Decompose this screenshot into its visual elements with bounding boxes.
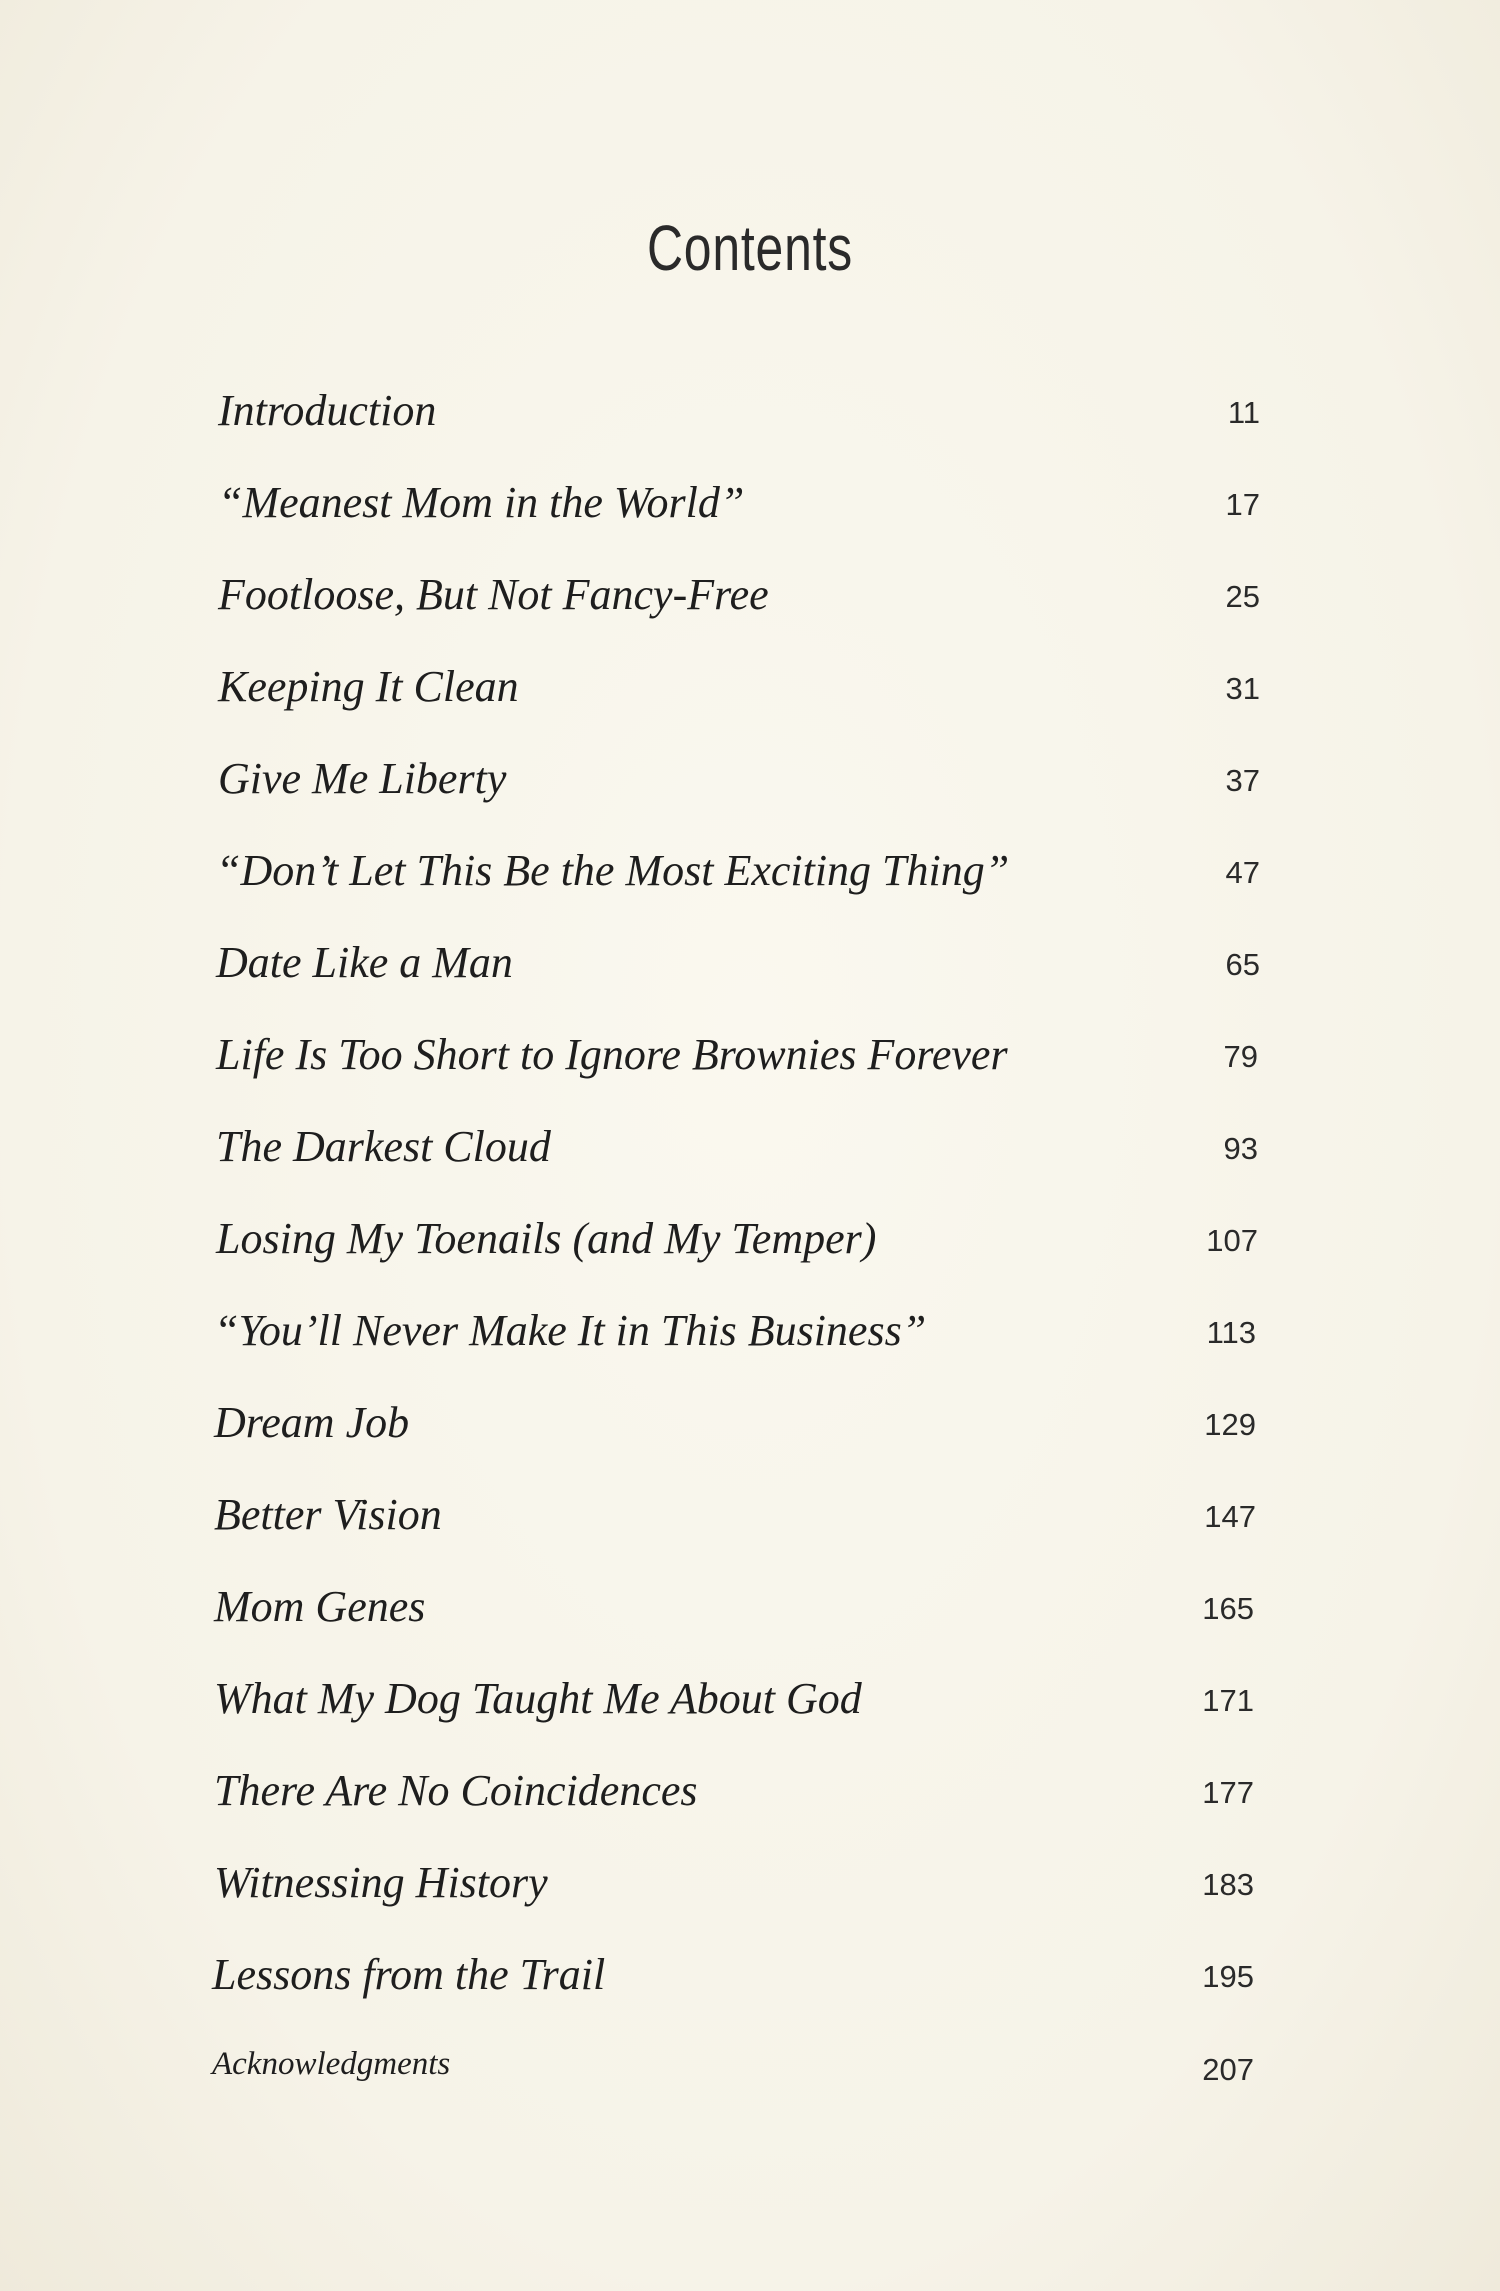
toc-entry-title: What My Dog Taught Me About God [214,1674,862,1723]
toc-entry-title: Introduction [218,386,437,435]
toc-entry-page: 65 [1225,947,1260,982]
toc-entry-title: Give Me Liberty [218,754,507,803]
toc-entry-introduction [0,385,1500,455]
toc-entry-page: 107 [1206,1223,1258,1258]
toc-entry-page: 147 [1204,1499,1256,1534]
toc-entry-better-vision [0,1489,1500,1559]
toc-entry-title: The Darkest Cloud [216,1122,551,1171]
toc-entry-footloose [0,569,1500,639]
toc-entry-keeping-it-clean [0,661,1500,731]
toc-entry-title: “You’ll Never Make It in This Business” [214,1306,927,1355]
toc-entry-title: Date Like a Man [216,938,513,987]
toc-entry-page: 11 [1227,395,1260,430]
toc-entry-page: 113 [1206,1315,1256,1350]
toc-entry-date-like-a-man [0,937,1500,1007]
toc-entry-title: Losing My Toenails (and My Temper) [216,1214,877,1263]
toc-entry-page: 25 [1225,579,1260,614]
toc-entry-title: Lessons from the Trail [212,1950,606,1999]
toc-entry-title: Keeping It Clean [218,662,519,711]
toc-entry-darkest-cloud [0,1121,1500,1191]
toc-entry-lessons-from-the-trail [0,1949,1500,2019]
toc-entry-page: 195 [1202,1959,1254,1994]
toc-entry-title: Better Vision [214,1490,442,1539]
toc-entry-acknowledgments [0,2046,1500,2116]
toc-entry-page: 207 [1202,2052,1254,2087]
toc-entry-title: Witnessing History [214,1858,548,1907]
toc-entry-page: 37 [1225,763,1260,798]
toc-entry-brownies [0,1029,1500,1099]
toc-entry-mom-genes [0,1581,1500,1651]
toc-entry-title: Mom Genes [214,1582,426,1631]
toc-entry-title: There Are No Coincidences [214,1766,698,1815]
toc-entry-witnessing-history [0,1857,1500,1927]
toc-entry-page: 183 [1202,1867,1254,1902]
toc-entry-never-make-it [0,1305,1500,1375]
toc-entry-page: 79 [1223,1039,1258,1074]
toc-entry-page: 31 [1225,671,1260,706]
toc-entry-no-coincidences [0,1765,1500,1835]
toc-entry-title: “Meanest Mom in the World” [218,478,745,527]
toc-entry-page: 47 [1225,855,1260,890]
toc-entry-page: 17 [1225,487,1260,522]
toc-entry-title: Dream Job [214,1398,410,1447]
toc-entry-dream-job [0,1397,1500,1467]
toc-entry-losing-my-toenails [0,1213,1500,1283]
toc-entry-title: Acknowledgments [212,2046,451,2082]
toc-entry-meanest-mom [0,477,1500,547]
toc-entry-page: 93 [1223,1131,1258,1166]
toc-entry-give-me-liberty [0,753,1500,823]
toc-entry-page: 177 [1202,1775,1254,1810]
toc-entry-page: 129 [1204,1407,1256,1442]
toc-entry-title: “Don’t Let This Be the Most Exciting Thing” [216,846,1010,895]
toc-entry-title: Footloose, But Not Fancy-Free [218,570,769,619]
toc-entry-page: 171 [1202,1683,1254,1718]
page-title: Contents [646,211,854,284]
toc-entry-title: Life Is Too Short to Ignore Brownies Forever [216,1030,1008,1079]
toc-entry-what-my-dog-taught-me [0,1673,1500,1743]
toc-entry-most-exciting-thing [0,845,1500,915]
toc-entry-page: 165 [1202,1591,1254,1626]
